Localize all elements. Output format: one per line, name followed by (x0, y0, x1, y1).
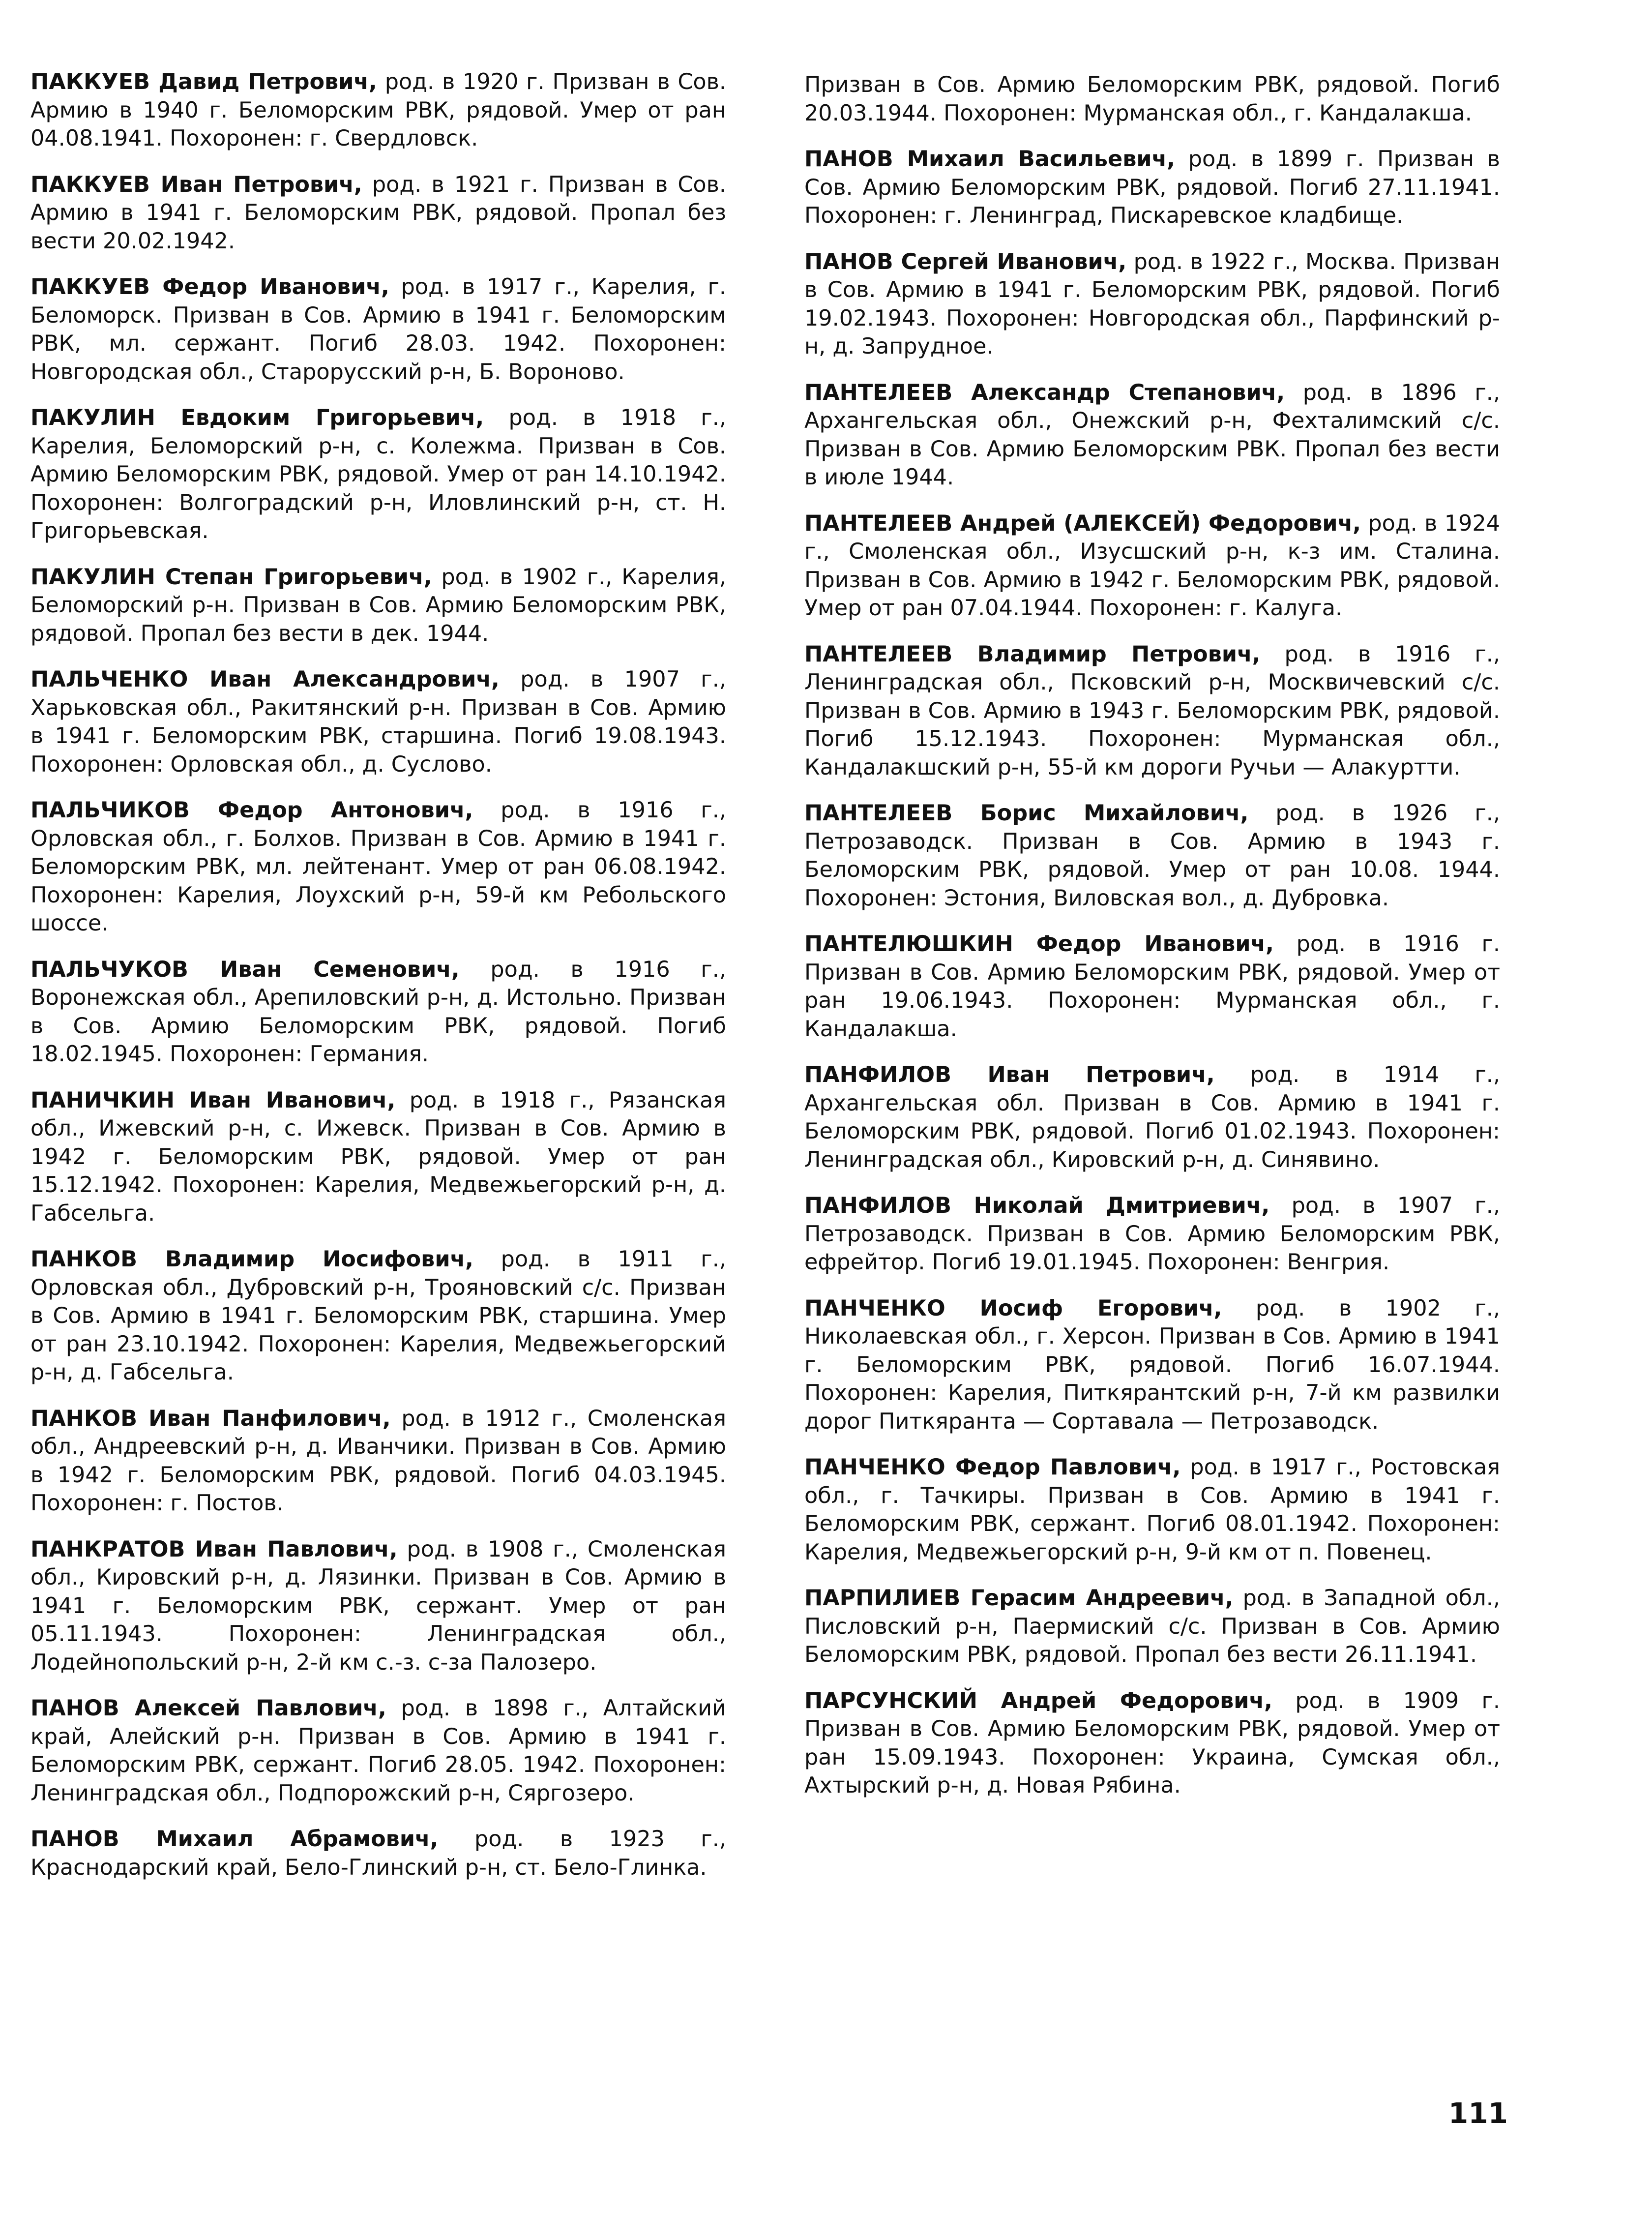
entry (804, 1192, 1500, 1277)
entry-text: род. в 1914 г., Архангельская обл. Призван в Сов. Армию в 1941 г. Беломорским РВК, рядовой. Погиб 01.02.1943. Похоронен: Ленинградская обл., Кировский р-н, д. Синявино. (804, 1062, 1500, 1172)
entry (804, 799, 1500, 912)
entry (804, 930, 1500, 1043)
entry (30, 563, 726, 648)
entry-text: род. в 1916 г., Орловская обл., г. Болхов. Призван в Сов. Армию в 1941 г. Беломорским РВК, мл. лейтенант. Умер от ран 06.08.1942. Похоронен: Карелия, Лоухский р-н, 59-й км Ребольского шоссе. (30, 798, 726, 936)
right-column (804, 71, 1500, 1818)
entry-text: род. в 1908 г., Смоленская обл., Кировский р-н, д. Лязинки. Призван в Сов. Армию в 1941 г. Беломорским РВК, сержант. Умер от ран 05.11.1943. Похоронен: Ленинградская обл., Лодейнопольский р-н, 2-й км с.-з. с-за Палозеро. (30, 1536, 726, 1675)
entry-name: ПАЛЬЧИКОВ Федор Антонович, (30, 798, 473, 823)
entry-text: род. в 1909 г. Призван в Сов. Армию Беломорским РВК, рядовой. Умер от ран 15.09.1943. Похоронен: Украина, Сумская обл., Ахтырский р-н, д. Новая Рябина. (804, 1688, 1500, 1798)
entry-name: ПАНФИЛОВ Николай Дмитриевич, (804, 1193, 1270, 1218)
entry-text: род. в 1911 г., Орловская обл., Дубровский р-н, Трояновский с/с. Призван в Сов. Армию в 1941 г. Беломорским РВК, старшина. Умер от ран 23.10.1942. Похоронен: Карелия, Медвежьегорский р-н, д. Габсельга. (30, 1247, 726, 1385)
entry-text: род. в 1899 г. Призван в Сов. Армию Беломорским РВК, рядовой. Погиб 27.11.1941. Похоронен: г. Ленинград, Пискаревское кладбище. (804, 147, 1500, 228)
entry-name: ПАНОВ Сергей Иванович, (804, 249, 1127, 274)
entry (804, 640, 1500, 782)
entry-name: ПАНОВ Михаил Васильевич, (804, 147, 1176, 172)
entry-name: ПАНТЕЛЕЕВ Борис Михайлович, (804, 801, 1249, 826)
entry-text: род. в 1916 г. Призван в Сов. Армию Беломорским РВК, рядовой. Умер от ран 19.06.1943. Похоронен: Мурманская обл., г. Кандалакша. (804, 931, 1500, 1042)
entry (804, 1687, 1500, 1800)
entry-name: ПАЛЬЧЕНКО Иван Александрович, (30, 667, 500, 692)
entry-name: ПАЛЬЧУКОВ Иван Семенович, (30, 957, 460, 982)
entry-name: ПАРСУНСКИЙ Андрей Федорович, (804, 1688, 1272, 1713)
entry-name: ПАККУЕВ Федор Иванович, (30, 274, 389, 300)
entry-text: род. в 1907 г., Харьковская обл., Ракитянский р-н. Призван в Сов. Армию в 1941 г. Беломорским РВК, старшина. Погиб 19.08.1943. Похоронен: Орловская обл., д. Суслово. (30, 667, 726, 777)
left-column (30, 68, 726, 1899)
entry-text: род. в 1923 г., Краснодарский край, Бело-Глинский р-н, ст. Бело-Глинка. (30, 1827, 726, 1880)
entry-name: ПАНКРАТОВ Иван Павлович, (30, 1536, 398, 1562)
entry-text: род. в 1902 г., Карелия, Беломорский р-н. Призван в Сов. Армию Беломорским РВК, рядовой. Пропал без вести в дек. 1944. (30, 564, 726, 646)
entry (30, 665, 726, 779)
entry-name: ПАНИЧКИН Иван Иванович, (30, 1087, 396, 1113)
entry-name: ПАНФИЛОВ Иван Петрович, (804, 1062, 1215, 1087)
entry-text: род. в 1922 г., Москва. Призван в Сов. Армию в 1941 г. Беломорским РВК, рядовой. Погиб 19.02.1943. Похоронен: Новгородская обл., Парфинский р-н, д. Запрудное. (804, 249, 1500, 359)
entry-text: род. в 1896 г., Архангельская обл., Онежский р-н, Фехталимский с/с. Призван в Сов. Армию Беломорским РВК. Пропал без вести в июле 1944. (804, 380, 1500, 490)
entry-name: ПАККУЕВ Иван Петрович, (30, 172, 362, 197)
entry-text: род. в 1916 г., Ленинградская обл., Псковский р-н, Москвичевский с/с. Призван в Сов. Армию в 1943 г. Беломорским РВК, рядовой. Погиб 15.12.1943. Похоронен: Мурманская обл., Кандалакшский р-н, 55-й км дороги Ручьи — Алакуртти. (804, 641, 1500, 780)
entry (30, 404, 726, 545)
entry (30, 1405, 726, 1518)
entry-name: ПАНЧЕНКО Федор Павлович, (804, 1455, 1181, 1480)
entry-name: ПАРПИЛИЕВ Герасим Андреевич, (804, 1586, 1234, 1611)
entry (30, 1694, 726, 1807)
entry (30, 796, 726, 938)
entry (804, 510, 1500, 623)
entry-text: род. в 1907 г., Петрозаводск. Призван в Сов. Армию Беломорским РВК, ефрейтор. Погиб 19.01.1945. Похоронен: Венгрия. (804, 1193, 1500, 1275)
entry-text: род. в 1912 г., Смоленская обл., Андреевский р-н, д. Иванчики. Призван в Сов. Армию в 1942 г. Беломорским РВК, рядовой. Погиб 04.03.1945. Похоронен: г. Постов. (30, 1406, 726, 1516)
entry-name: ПАККУЕВ Давид Петрович, (30, 69, 377, 94)
entry (30, 1535, 726, 1677)
entry-text: род. в 1921 г. Призван в Сов. Армию в 1941 г. Беломорским РВК, рядовой. Пропал без вести 20.02.1942. (30, 172, 727, 254)
entry-text: род. в 1917 г., Карелия, г. Беломорск. Призван в Сов. Армию в 1941 г. Беломорским РВК, мл. сержант. Погиб 28.03. 1942. Похоронен: Новгородская обл., Старорусский р-н, Б. Вороново. (30, 274, 726, 385)
entry (30, 1086, 726, 1228)
entry-name: ПАНТЕЛЕЕВ Андрей (АЛЕКСЕЙ) Федорович, (804, 510, 1361, 536)
entry-name: ПАНОВ Алексей Павлович, (30, 1696, 386, 1721)
entry-name: ПАНТЕЛЮШКИН Федор Иванович, (804, 931, 1274, 957)
entry (804, 1584, 1500, 1669)
entry-text: род. в 1918 г., Карелия, Беломорский р-н, с. Колежма. Призван в Сов. Армию Беломорским РВК, рядовой. Умер от ран 14.10.1942. Похоронен: Волгоградский р-н, Иловлинский р-н, ст. Н. Григорьевская. (30, 405, 726, 543)
entry-text: род. в Западной обл., Писловский р-н, Паермиский с/с. Призван в Сов. Армию Беломорским РВК, рядовой. Пропал без вести 26.11.1941. (804, 1586, 1500, 1667)
entry-name: ПАНКОВ Владимир Иосифович, (30, 1247, 473, 1272)
entry (30, 956, 726, 1069)
entry (30, 68, 726, 153)
entry-text: род. в 1924 г., Смоленская обл., Изусшский р-н, к-з им. Сталина. Призван в Сов. Армию в 1942 г. Беломорским РВК, рядовой. Умер от ран 07.04.1944. Похоронен: г. Калуга. (804, 510, 1500, 621)
entry (30, 1825, 726, 1882)
entry (30, 171, 726, 256)
entry-text: род. в 1918 г., Рязанская обл., Ижевский р-н, с. Ижевск. Призван в Сов. Армию в 1942 г. Беломорским РВК, рядовой. Умер от ран 15.12.1942. Похоронен: Карелия, Медвежьегорский р-н, д. Габсельга. (30, 1087, 726, 1226)
entry-name: ПАКУЛИН Степан Григорьевич, (30, 564, 432, 590)
entry (804, 379, 1500, 492)
entry (804, 1453, 1500, 1566)
entry-name: ПАНТЕЛЕЕВ Владимир Петрович, (804, 641, 1261, 667)
entry-continuation: Призван в Сов. Армию Беломорским РВК, рядовой. Погиб 20.03.1944. Похоронен: Мурманская обл., г. Кандалакша. (804, 72, 1500, 126)
entry (804, 248, 1500, 361)
entry (804, 1061, 1500, 1174)
entry (30, 273, 726, 386)
entry-text: род. в 1926 г., Петрозаводск. Призван в Сов. Армию в 1943 г. Беломорским РВК, рядовой. Умер от ран 10.08. 1944. Похоронен: Эстония, Виловская вол., д. Дубровка. (804, 801, 1500, 911)
entry-name: ПАКУЛИН Евдоким Григорьевич, (30, 405, 484, 430)
entry-name: ПАНКОВ Иван Панфилович, (30, 1406, 391, 1431)
entry-text: род. в 1898 г., Алтайский край, Алейский р-н. Призван в Сов. Армию в 1941 г. Беломорским РВК, сержант. Погиб 28.05. 1942. Похоронен: Ленинградская обл., Подпорожский р-н, Сяргозеро. (30, 1696, 726, 1806)
entry-name: ПАНОВ Михаил Абрамович, (30, 1827, 439, 1852)
entry (30, 1245, 726, 1387)
entry (804, 1294, 1500, 1436)
entry-text: род. в 1920 г. Призван в Сов. Армию в 1940 г. Беломорским РВК, рядовой. Умер от ран 04.08.1941. Похоронен: г. Свердловск. (30, 69, 726, 151)
entry-text: род. в 1916 г., Воронежская обл., Арепиловский р-н, д. Истольно. Призван в Сов. Армию Беломорским РВК, рядовой. Погиб 18.02.1945. Похоронен: Германия. (30, 957, 726, 1067)
entry (804, 145, 1500, 230)
entry-text: род. в 1902 г., Николаевская обл., г. Херсон. Призван в Сов. Армию в 1941 г. Беломорским РВК, рядовой. Погиб 16.07.1944. Похоронен: Карелия, Питкярантский р-н, 7-й км развилки дорог Питкяранта — Сортавала — Петрозаводск. (804, 1295, 1500, 1434)
entry-text: род. в 1917 г., Ростовская обл., г. Тачкиры. Призван в Сов. Армию в 1941 г. Беломорским РВК, сержант. Погиб 08.01.1942. Похоронен: Карелия, Медвежьегорский р-н, 9-й км от п. Повенец. (804, 1455, 1500, 1565)
entry-name: ПАНЧЕНКО Иосиф Егорович, (804, 1295, 1222, 1321)
entry-name: ПАНТЕЛЕЕВ Александр Степанович, (804, 380, 1285, 405)
page-number: 111 (1448, 2097, 1508, 2130)
